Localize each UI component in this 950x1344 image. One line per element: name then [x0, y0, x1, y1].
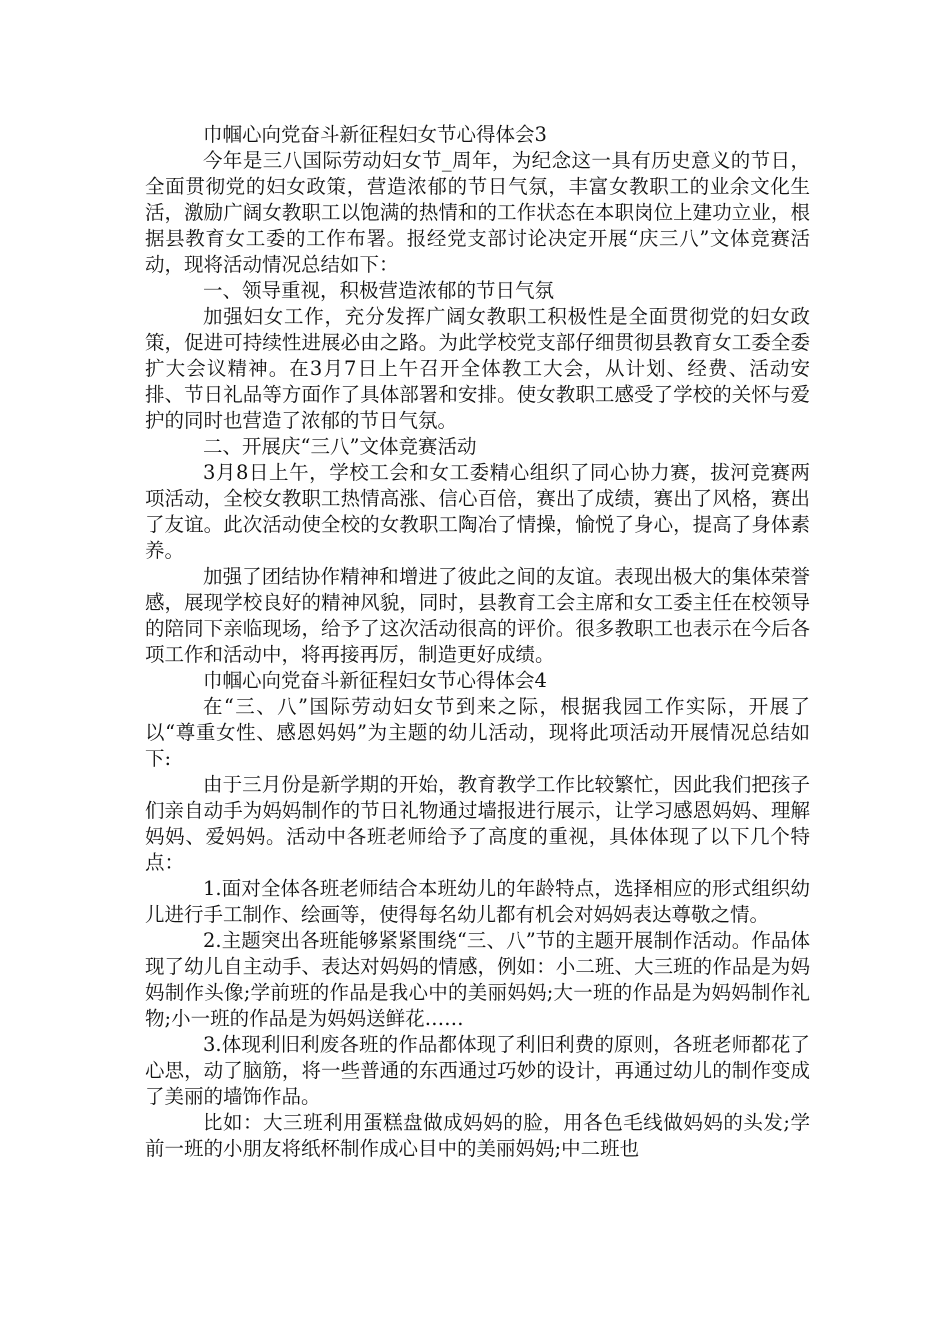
paragraph: 加强了团结协作精神和增进了彼此之间的友谊。表现出极大的集体荣誉感，展现学校良好的精神风貌，同时，县教育工会主席和女工委主任在校领导的陪同下亲临现场，给予了这次活动很高的评价。很多教职工也表示在今后各项工作和活动中，将再接再厉，制造更好成绩。 [145, 565, 810, 666]
paragraph: 今年是三八国际劳动妇女节_周年，为纪念这一具有历史意义的节日，全面贯彻党的妇女政策，营造浓郁的节日气氛，丰富女教职工的业余文化生活，激励广阔女教职工以饱满的热情和的工作状态在本职岗位上建功立业，根据县教育女工委的工作布署。报经党支部讨论决定开展“庆三八”文体竞赛活动，现将活动情况总结如下： [145, 149, 810, 276]
list-item: 2.主题突出各班能够紧紧围绕“三、八”节的主题开展制作活动。作品体现了幼儿自主动手、表达对妈妈的情感，例如：小二班、大三班的作品是为妈妈制作头像;学前班的作品是我心中的美丽妈妈;大一班的作品是为妈妈制作礼物;小一班的作品是为妈妈送鲜花…… [145, 929, 810, 1030]
paragraph: 3月8日上午，学校工会和女工委精心组织了同心协力赛，拔河竞赛两项活动，全校女教职工热情高涨、信心百倍，赛出了成绩，赛出了风格，赛出了友谊。此次活动使全校的女教职工陶冶了情操，愉悦了身心，提高了身体素养。 [145, 461, 810, 562]
paragraph: 由于三月份是新学期的开始，教育教学工作比较繁忙，因此我们把孩子们亲自动手为妈妈制作的节日礼物通过墙报进行展示，让学习感恩妈妈、理解妈妈、爱妈妈。活动中各班老师给予了高度的重视，具体体现了以下几个特点： [145, 773, 810, 874]
section-title: 巾帼心向党奋斗新征程妇女节心得体会3 [203, 123, 547, 146]
paragraph: 加强妇女工作，充分发挥广阔女教职工积极性是全面贯彻党的妇女政策，促进可持续性进展必由之路。为此学校党支部仔细贯彻县教育女工委全委扩大会议精神。在3月7日上午召开全体教工大会，从计划、经费、活动安排、节日礼品等方面作了具体部署和安排。使女教职工感受了学校的关怀与爱护的同时也营造了浓郁的节日气氛。 [145, 305, 810, 432]
document-body [145, 122, 810, 1162]
paragraph: 在“三、八”国际劳动妇女节到来之际，根据我园工作实际，开展了以“尊重女性、感恩妈妈”为主题的幼儿活动，现将此项活动开展情况总结如下: [145, 695, 810, 770]
section-heading: 二、开展庆“三八”文体竞赛活动 [203, 435, 477, 458]
paragraph: 比如：大三班利用蛋糕盘做成妈妈的脸，用各色毛线做妈妈的头发;学前一班的小朋友将纸杯制作成心目中的美丽妈妈;中二班也 [145, 1111, 810, 1160]
section-heading: 一、领导重视，积极营造浓郁的节日气氛 [203, 279, 555, 302]
list-item: 3.体现利旧利废各班的作品都体现了利旧利费的原则，各班老师都花了心思，动了脑筋，将一些普通的东西通过巧妙的设计，再通过幼儿的制作变成了美丽的墙饰作品。 [145, 1033, 810, 1108]
section-title: 巾帼心向党奋斗新征程妇女节心得体会4 [203, 669, 547, 692]
list-item: 1.面对全体各班老师结合本班幼儿的年龄特点，选择相应的形式组织幼儿进行手工制作、绘画等，使得每名幼儿都有机会对妈妈表达尊敬之情。 [145, 877, 810, 926]
